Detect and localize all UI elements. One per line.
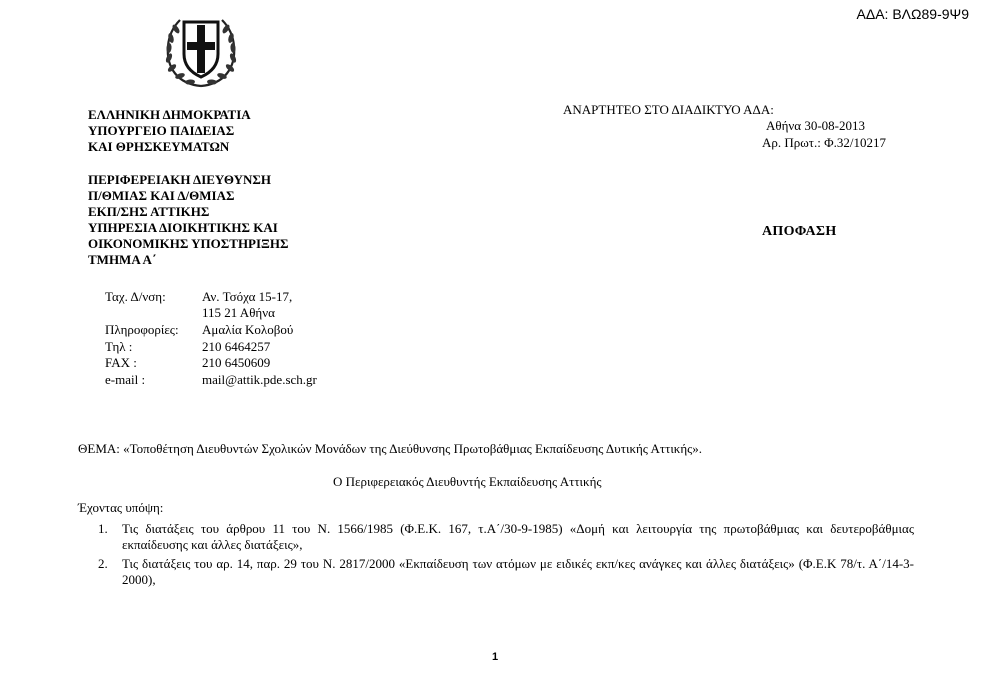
email-value: mail@attik.pde.sch.gr <box>202 372 317 387</box>
department-line: ΤΜΗΜΑ Α΄ <box>88 252 157 267</box>
director-line: Ο Περιφερειακός Διευθυντής Εκπαίδευσης Αττικής <box>333 474 602 489</box>
header-left-line: ΕΛΛΗΝΙΚΗ ΔΗΜΟΚΡΑΤΙΑ <box>88 107 251 122</box>
greek-coat-of-arms-icon <box>160 10 242 92</box>
info-label: Πληροφορίες: <box>105 322 179 337</box>
considering-heading: Έχοντας υπόψη: <box>78 500 164 515</box>
subject-line: ΘΕΜΑ: «Τοποθέτηση Διευθυντών Σχολικών Μονάδων της Διεύθυνσης Πρωτοβάθμιας Εκπαίδευσης Δυτικής Αττικής». <box>78 441 703 456</box>
department-line: ΕΚΠ/ΣΗΣ ΑΤΤΙΚΗΣ <box>88 204 210 219</box>
list-item-number: 2. <box>98 556 108 571</box>
header-left-line: ΚΑΙ ΘΡΗΣΚΕΥΜΑΤΩΝ <box>88 139 230 154</box>
document-title: ΑΠΟΦΑΣΗ <box>762 224 837 239</box>
department-line: ΟΙΚΟΝΟΜΙΚΗΣ ΥΠΟΣΤΗΡΙΞΗΣ <box>88 236 289 251</box>
tel-value: 210 6464257 <box>202 339 271 354</box>
posted-online: ΑΝΑΡΤΗΤΕΟ ΣΤΟ ΔΙΑΔΙΚΤΥΟ ΑΔΑ: <box>563 102 774 117</box>
list-item-text: Τις διατάξεις του άρθρου 11 του Ν. 1566/1985 (Φ.Ε.Κ. 167, τ.Α΄/30-9-1985) «Δομή και λειτουργία της πρωτοβάθμιας και δευτεροβάθμιας εκπαίδευσης και άλλες διατάξεις», <box>122 521 914 552</box>
info-value: Αμαλία Κολοβού <box>202 322 294 337</box>
address-label: Ταχ. Δ/νση: <box>105 289 166 304</box>
fax-value: 210 6450609 <box>202 355 271 370</box>
page-number: 1 <box>492 651 499 663</box>
address-line1: Αν. Τσόχα 15-17, <box>202 289 293 304</box>
email-label: e-mail : <box>105 372 146 387</box>
fax-label: FAX : <box>105 355 137 370</box>
list-item-text: Τις διατάξεις του αρ. 14, παρ. 29 του Ν. 2817/2000 «Εκπαίδευση των ατόμων με ειδικές εκπ/κες ανάγκες και άλλες διατάξεις» (Φ.Ε.Κ 78/τ. Α΄/14-3-2000), <box>122 556 914 587</box>
department-line: ΥΠΗΡΕΣΙΑ ΔΙΟΙΚΗΤΙΚΗΣ ΚΑΙ <box>88 220 278 235</box>
department-line: ΠΕΡΙΦΕΡΕΙΑΚΗ ΔΙΕΥΘΥΝΣΗ <box>88 172 272 187</box>
list-item-number: 1. <box>98 521 108 536</box>
ada-code: ΑΔΑ: ΒΛΩ89-9Ψ9 <box>856 6 969 22</box>
document-date: Αθήνα 30-08-2013 <box>766 118 866 133</box>
protocol-number: Αρ. Πρωτ.: Φ.32/10217 <box>762 135 887 150</box>
department-line: Π/ΘΜΙΑΣ ΚΑΙ Δ/ΘΜΙΑΣ <box>88 188 235 203</box>
header-left-line: ΥΠΟΥΡΓΕΙΟ ΠΑΙΔΕΙΑΣ <box>88 123 235 138</box>
address-line2: 115 21 Αθήνα <box>202 305 275 320</box>
tel-label: Τηλ : <box>105 339 133 354</box>
